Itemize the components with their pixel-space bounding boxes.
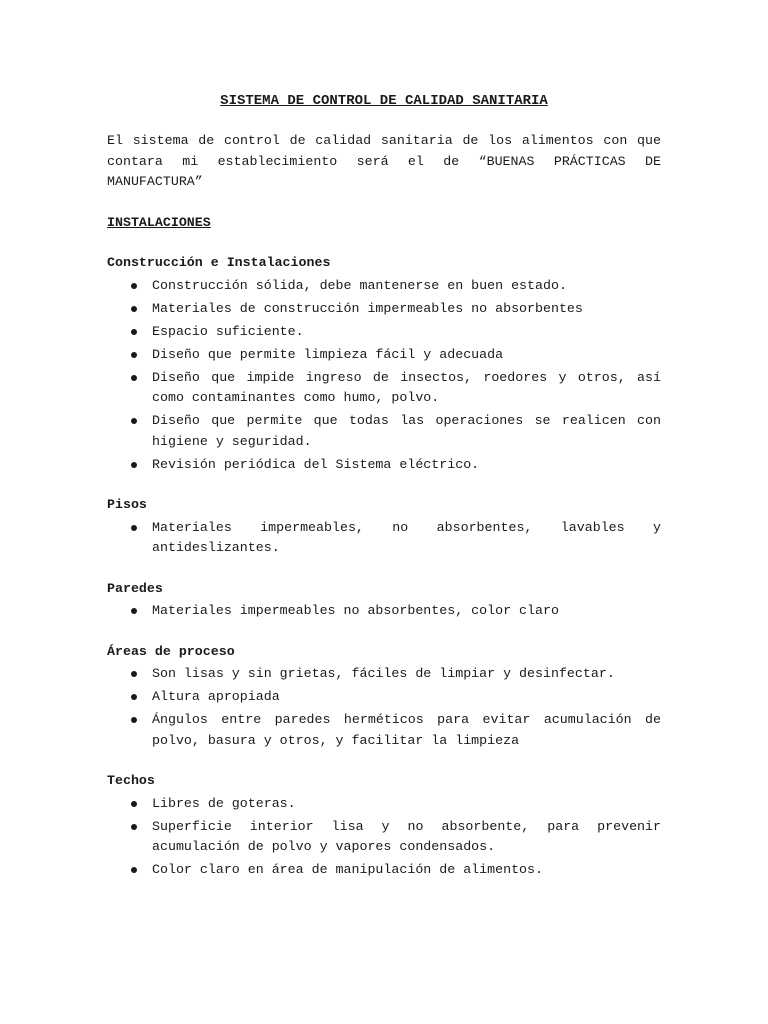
list-item (107, 664, 661, 685)
bullet-list (107, 664, 661, 751)
list-item (107, 455, 661, 476)
bullet-icon (131, 329, 137, 335)
list-item (107, 345, 661, 366)
list-item (107, 368, 661, 409)
list-item-text: Diseño que impide ingreso de insectos, roedores y otros, así como contaminantes como humo, polvo. (152, 369, 661, 405)
bullet-icon (131, 801, 137, 807)
list-item (107, 276, 661, 297)
subsection-heading: Pisos (107, 497, 147, 512)
list-item-text: Construcción sólida, debe mantenerse en buen estado. (152, 277, 567, 293)
list-item (107, 794, 661, 815)
list-item (107, 817, 661, 858)
bullet-icon (131, 352, 137, 358)
bullet-icon (131, 418, 137, 424)
subsection-techos (107, 771, 661, 881)
document-title: SISTEMA DE CONTROL DE CALIDAD SANITARIA (220, 93, 548, 109)
subsection-heading: Construcción e Instalaciones (107, 255, 331, 270)
list-item-text: Diseño que permite que todas las operaciones se realicen con higiene y seguridad. (152, 413, 661, 449)
section-heading-instalaciones: INSTALACIONES (107, 214, 211, 230)
bullet-icon (131, 717, 137, 723)
bullet-icon (131, 671, 137, 677)
list-item (107, 299, 661, 320)
list-item (107, 860, 661, 881)
bullet-icon (131, 283, 137, 289)
list-item-text: Libres de goteras. (152, 795, 296, 811)
list-item-text: Altura apropiada (152, 689, 280, 704)
list-item-text: Color claro en área de manipulación de alimentos. (152, 862, 543, 877)
list-item-text: Son lisas y sin grietas, fáciles de limpiar y desinfectar. (152, 666, 615, 681)
list-item (107, 518, 661, 559)
bullet-icon (131, 608, 137, 614)
document-page (107, 91, 661, 901)
subsection-construccion (107, 253, 661, 475)
subsection-paredes (107, 579, 661, 622)
list-item (107, 601, 661, 622)
subsection-heading: Techos (107, 773, 155, 788)
list-item (107, 687, 661, 708)
bullet-list (107, 794, 661, 881)
bullet-icon (131, 525, 137, 531)
bullet-list (107, 518, 661, 559)
list-item (107, 411, 661, 452)
list-item (107, 322, 661, 343)
list-item-text: Revisión periódica del Sistema eléctrico. (152, 456, 480, 472)
subsection-heading: Paredes (107, 580, 163, 596)
bullet-icon (131, 824, 137, 830)
bullet-icon (131, 375, 137, 381)
bullet-icon (131, 867, 137, 873)
subsection-heading: Áreas de proceso (107, 643, 235, 659)
list-item-text: Diseño que permite limpieza fácil y adecuada (152, 346, 504, 362)
list-item-text: Ángulos entre paredes herméticos para evitar acumulación de polvo, basura y otros, y facilitar la limpieza (152, 712, 661, 748)
list-item-text: Materiales impermeables, no absorbentes, lavables y antideslizantes. (152, 519, 661, 555)
list-item-text: Materiales impermeables no absorbentes, color claro (152, 603, 559, 618)
bullet-icon (131, 462, 137, 468)
subsection-pisos (107, 495, 661, 559)
list-item-text: Superficie interior lisa y no absorbente, para prevenir acumulación de polvo y vapores condensados. (152, 818, 661, 854)
list-item-text: Espacio suficiente. (152, 323, 304, 339)
bullet-icon (131, 694, 137, 700)
list-item (107, 710, 661, 751)
intro-paragraph: El sistema de control de calidad sanitaria de los alimentos con que contara mi establecimiento será el de “BUENAS PRÁCTICAS DE MANUFACTURA” (107, 133, 661, 189)
bullet-list (107, 276, 661, 476)
bullet-icon (131, 306, 137, 312)
list-item-text: Materiales de construcción impermeables no absorbentes (152, 300, 583, 316)
bullet-list (107, 601, 661, 622)
subsection-areas-de-proceso (107, 642, 661, 752)
